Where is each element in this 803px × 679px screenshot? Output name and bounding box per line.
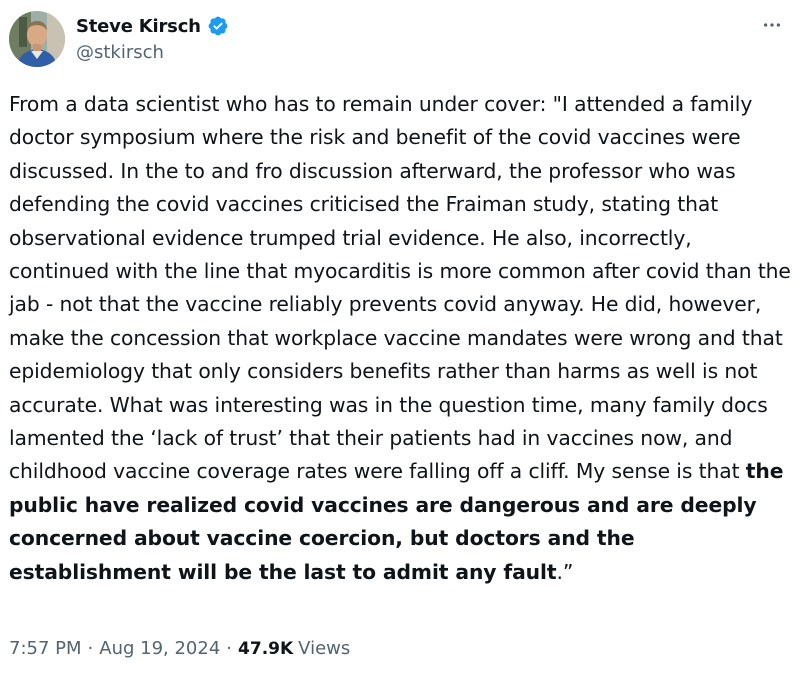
author-handle[interactable]: @stkirsch [76,42,164,63]
views-label: Views [298,638,351,659]
more-options-button[interactable] [759,12,785,38]
tweet-text-regular: From a data scientist who has to remain under cover: "I attended a family doctor symposium where the risk and benefit of the covid vaccines were discussed. In the to and fro discussion afterward, the professor who was defending the covid vaccines criticised the Fraiman study, stating that observational evidence trumped trial evidence. He also, incorrectly, continued with the line that myocarditis is more common after covid than the jab - not that the vaccine reliably prevents covid anyway. He did, however, make the concession that workplace vaccine mandates were wrong and that epidemiology that only considers benefits rather than harms as well is not accurate. What was interesting was in the question time, many family docs lamented the ‘lack of trust’ that their patients had in vaccines now, and childhood vaccine coverage rates were falling off a cliff. My sense is that [9,92,791,484]
more-horizontal-icon [761,14,783,36]
tweet-meta [9,638,350,659]
meta-separator: · [87,638,94,659]
tweet-time[interactable]: 7:57 PM [9,638,82,659]
tweet-date[interactable]: Aug 19, 2024 [99,638,221,659]
meta-separator: · [226,638,233,659]
avatar[interactable] [9,11,65,67]
views-count[interactable]: 47.9K [238,638,294,659]
author-name-row [76,14,229,38]
tweet-text [9,88,793,589]
tweet-text-end: .” [556,559,574,584]
author-display-name[interactable]: Steve Kirsch [76,15,201,37]
verified-badge-icon[interactable] [207,15,229,37]
tweet-text-bold: the public have realized covid vaccines are dangerous and are deeply concerned about vaccine coercion, but doctors and the establishment will be the last to admit any fault [9,459,784,584]
avatar-photo [9,11,65,67]
